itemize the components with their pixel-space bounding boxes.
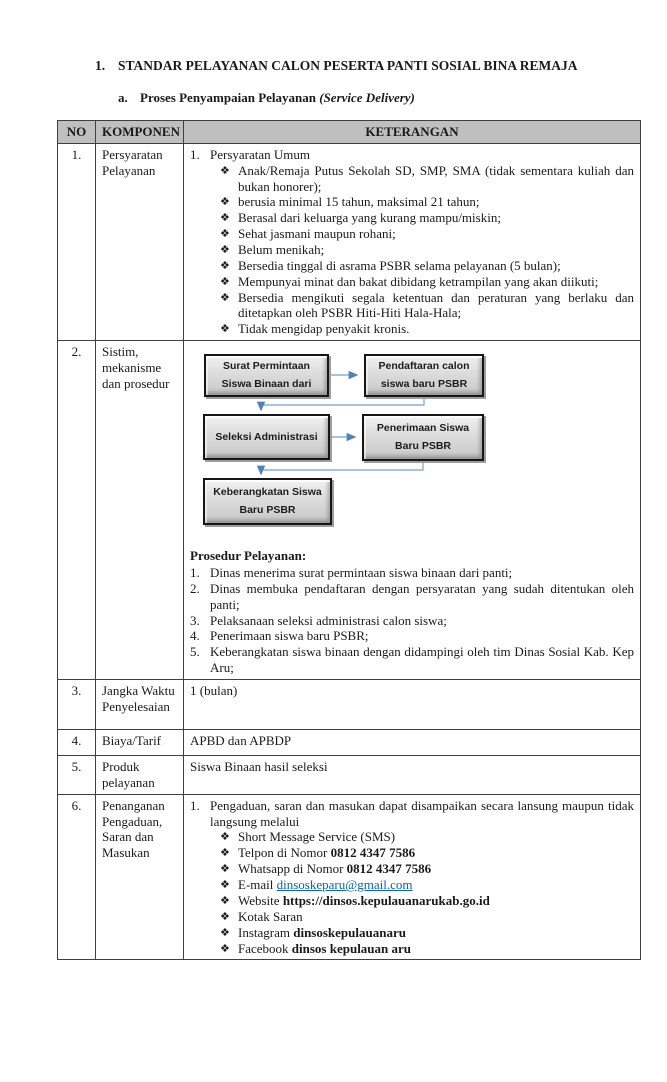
diamond-bullet-icon: ❖ — [220, 909, 230, 923]
table-row — [58, 794, 641, 960]
row2-keterangan — [184, 341, 641, 680]
flow-box-seleksi-administrasi: Seleksi Administrasi — [203, 414, 330, 460]
instagram-handle: dinsoskepulauanaru — [293, 924, 406, 940]
diamond-bullet-icon: ❖ — [220, 290, 230, 304]
diamond-bullet-icon: ❖ — [220, 258, 230, 272]
whatsapp-number: 0812 4347 7586 — [346, 861, 432, 877]
diamond-bullet-icon: ❖ — [220, 163, 230, 177]
document-page — [0, 58, 667, 1082]
row6-keterangan — [184, 794, 641, 960]
list-item: 3. Pelaksanaan seleksi administrasi calon siswa; — [190, 612, 447, 628]
prosedur-title: Prosedur Pelayanan: — [190, 548, 307, 564]
row3-komponen: Jangka Waktu Penyelesaian — [96, 680, 184, 730]
row4-no: 4. — [58, 730, 96, 756]
row2-komponen: Sistim, mekanisme dan prosedur — [96, 341, 184, 680]
diamond-bullet-icon: ❖ — [220, 195, 230, 209]
list-item: ❖ Sehat jasmani maupun rohani; — [220, 226, 396, 242]
list-item: ❖ Facebook dinsos kepulauan aru — [220, 940, 412, 956]
facebook-handle: dinsos kepulauan aru — [291, 940, 412, 956]
page-title — [95, 58, 647, 74]
row5-no: 5. — [58, 756, 96, 795]
header-keterangan: KETERANGAN — [184, 121, 641, 144]
row6-no: 6. — [58, 794, 96, 960]
subtitle-italic: (Service Delivery) — [319, 90, 415, 105]
list-item: ❖ Tidak mengidap penyakit kronis. — [220, 321, 410, 337]
table-row — [58, 143, 641, 340]
diamond-bullet-icon: ❖ — [220, 862, 230, 876]
row3-keterangan: 1 (bulan) — [184, 680, 641, 730]
diamond-bullet-icon: ❖ — [220, 893, 230, 907]
email-link[interactable]: dinsoskeparu@gmail.com — [276, 877, 413, 893]
row2-no: 2. — [58, 341, 96, 680]
row1-keterangan — [184, 143, 641, 340]
list-item: ❖ Instagram dinsoskepulauanaru — [220, 924, 406, 940]
diamond-bullet-icon: ❖ — [220, 274, 230, 288]
table-row — [58, 756, 641, 795]
header-komponen: KOMPONEN — [96, 121, 184, 144]
list-item: ❖ Website https://dinsos.kepulauanarukab.go.id — [220, 892, 490, 908]
flow-box-pendaftaran: Pendaftaran calon siswa baru PSBR — [364, 354, 484, 397]
list-item: 2. Dinas membuka pendaftaran dengan persyaratan yang sudah ditentukan oleh panti; — [190, 580, 634, 612]
row4-keterangan: APBD dan APBDP — [184, 730, 641, 756]
row3-no: 3. — [58, 680, 96, 730]
row4-komponen: Biaya/Tarif — [96, 730, 184, 756]
phone-number: 0812 4347 7586 — [330, 845, 416, 861]
list-item: 4. Penerimaan siswa baru PSBR; — [190, 628, 369, 644]
list-item: ❖ Mempunyai minat dan bakat dibidang ketrampilan yang akan diikuti; — [220, 273, 599, 289]
diamond-bullet-icon: ❖ — [220, 925, 230, 939]
row6-komponen: Penanganan Pengaduan, Saran dan Masukan — [96, 794, 184, 960]
list-item: ❖ Belum menikah; — [220, 242, 325, 258]
service-standard-table — [57, 120, 641, 960]
list-item: 1. Persyaratan Umum — [190, 146, 311, 162]
title-text: STANDAR PELAYANAN CALON PESERTA PANTI SOSIAL BINA REMAJA — [118, 58, 578, 73]
subtitle-text: Proses Penyampaian Pelayanan (Service Delivery) — [140, 90, 415, 105]
row5-keterangan: Siswa Binaan hasil seleksi — [184, 756, 641, 795]
table-header-row — [58, 121, 641, 144]
list-item: ❖ Bersedia mengikuti segala ketentuan dan peraturan yang berlaku dan ditetapkan oleh PSBR Hiti-Hiti Hala-Hala; — [220, 289, 634, 321]
list-item: ❖ berusia minimal 15 tahun, maksimal 21 tahun; — [220, 194, 480, 210]
website-url: https://dinsos.kepulauanarukab.go.id — [282, 892, 490, 908]
title-number: 1. — [95, 58, 106, 73]
table-row — [58, 730, 641, 756]
flow-box-keberangkatan: Keberangkatan Siswa Baru PSBR — [203, 478, 332, 525]
list-item: ❖ Anak/Remaja Putus Sekolah SD, SMP, SMA (tidak sementara kuliah dan bukan honorer); — [220, 162, 634, 194]
list-item: ❖ Kotak Saran — [220, 908, 303, 924]
table-row — [58, 680, 641, 730]
diamond-bullet-icon: ❖ — [220, 941, 230, 955]
list-item: 5. Keberangkatan siswa binaan dengan didampingi oleh tim Dinas Sosial Kab. Kep Aru; — [190, 644, 634, 676]
diamond-bullet-icon: ❖ — [220, 878, 230, 892]
list-item: 1. Dinas menerima surat permintaan siswa binaan dari panti; — [190, 565, 513, 581]
subtitle-letter: a. — [118, 90, 128, 105]
list-item: ❖ Whatsapp di Nomor 0812 4347 7586 — [220, 861, 432, 877]
diamond-bullet-icon: ❖ — [220, 211, 230, 225]
list-item: 1. Pengaduan, saran dan masukan dapat disampaikan secara lansung maupun tidak langsung melalui — [190, 797, 634, 829]
flow-box-penerimaan: Penerimaan Siswa Baru PSBR — [362, 414, 484, 461]
table-row — [58, 341, 641, 680]
row1-no: 1. — [58, 143, 96, 340]
list-item: ❖ Telpon di Nomor 0812 4347 7586 — [220, 845, 416, 861]
list-item: ❖ Short Message Service (SMS) — [220, 829, 396, 845]
list-item: ❖ Bersedia tinggal di asrama PSBR selama pelayanan (5 bulan); — [220, 257, 561, 273]
diamond-bullet-icon: ❖ — [220, 846, 230, 860]
diamond-bullet-icon: ❖ — [220, 322, 230, 336]
header-no: NO — [58, 121, 96, 144]
flow-box-surat-permintaan: Surat Permintaan Siswa Binaan dari — [204, 354, 329, 397]
list-item: ❖ E-mail dinsoskeparu@gmail.com — [220, 877, 413, 893]
row1-komponen: Persyaratan Pelayanan — [96, 143, 184, 340]
page-subtitle — [118, 90, 647, 106]
procedure-flowchart — [192, 348, 642, 540]
list-item: ❖ Berasal dari keluarga yang kurang mampu/miskin; — [220, 210, 501, 226]
diamond-bullet-icon: ❖ — [220, 227, 230, 241]
diamond-bullet-icon: ❖ — [220, 830, 230, 844]
row5-komponen: Produk pelayanan — [96, 756, 184, 795]
diamond-bullet-icon: ❖ — [220, 243, 230, 257]
